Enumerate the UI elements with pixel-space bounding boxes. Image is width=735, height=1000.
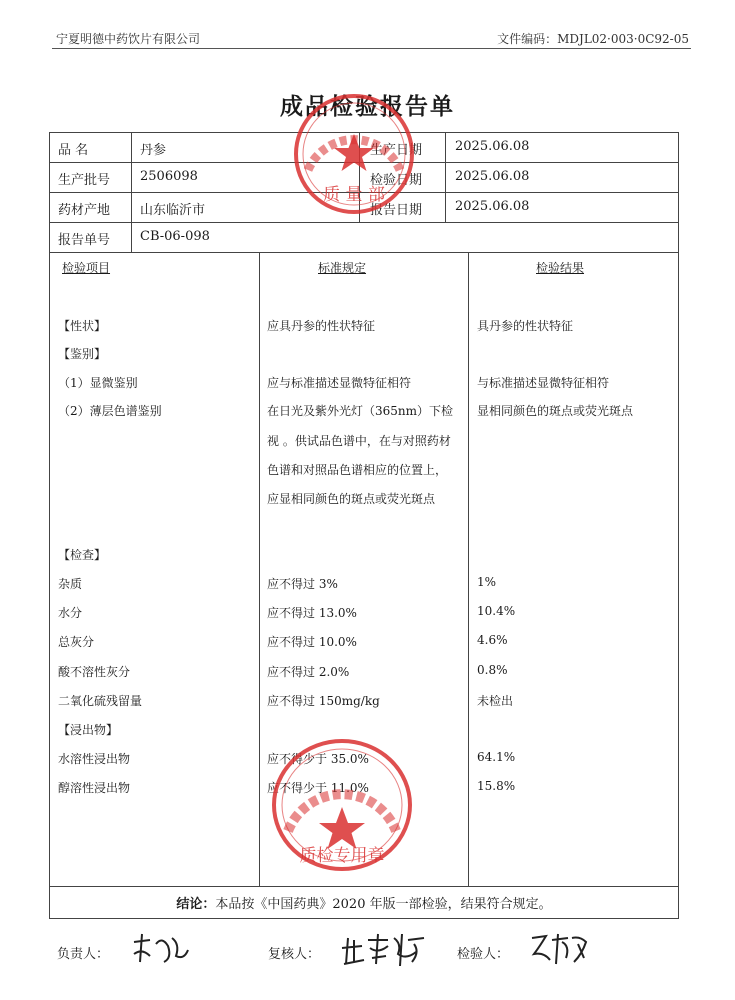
header-divider	[52, 48, 691, 49]
column-header-result: 检验结果	[536, 261, 585, 275]
quality-dept-stamp	[290, 90, 418, 218]
row-divider	[50, 222, 678, 223]
inspector-label: 检验人：	[457, 947, 510, 962]
label-report-date: 报告日期	[370, 203, 423, 218]
test-result: 4.6%	[477, 633, 508, 647]
value-inspection-date: 2025.06.08	[455, 169, 530, 184]
inspector-signature	[528, 928, 592, 970]
label-production-date: 生产日期	[370, 143, 423, 158]
value-batch-number: 2506098	[140, 169, 198, 184]
test-result: 未检出	[477, 694, 514, 708]
report-title: 成品检验报告单	[280, 93, 455, 120]
svg-text:质 量 部: 质 量 部	[323, 185, 385, 205]
label-report-number: 报告单号	[58, 233, 111, 248]
value-product-name: 丹参	[140, 143, 167, 158]
row-divider	[50, 886, 678, 887]
conclusion-text: 本品按《中国药典》2020 年版一部检验，结果符合规定。	[215, 897, 552, 912]
col-divider	[131, 133, 132, 252]
value-production-date: 2025.06.08	[455, 139, 530, 154]
test-standard: 应不得过 3%	[267, 577, 338, 591]
label-origin: 药材产地	[58, 203, 111, 218]
test-standard: 应具丹参的性状特征	[267, 319, 376, 333]
svg-text:质检专用章: 质检专用章	[299, 846, 385, 866]
reviewer-label: 复核人：	[268, 947, 321, 962]
test-item: 【性状】	[58, 319, 107, 333]
test-standard: 应不得过 2.0%	[267, 665, 350, 679]
test-item: 杂质	[58, 577, 83, 591]
column-header-standard: 标准规定	[318, 261, 367, 275]
label-product-name: 品 名	[58, 143, 89, 158]
test-item: 二氧化硫残留量	[58, 694, 143, 708]
value-origin: 山东临沂市	[140, 203, 206, 218]
test-item: 醇溶性浸出物	[58, 781, 131, 795]
test-item: 水溶性浸出物	[58, 752, 131, 766]
company-name: 宁夏明德中药饮片有限公司	[56, 32, 201, 46]
conclusion	[50, 893, 678, 912]
test-item: （2）薄层色谱鉴别	[58, 404, 162, 418]
col-divider	[259, 252, 260, 886]
responsible-signature	[128, 928, 192, 970]
column-header-item: 检验项目	[62, 261, 111, 275]
test-item: （1）显微鉴别	[58, 376, 138, 390]
label-batch-number: 生产批号	[58, 173, 111, 188]
test-standard-line: 视 。供试品色谱中，在与对照药材	[267, 434, 451, 448]
test-item: 总灰分	[58, 635, 95, 649]
test-result: 具丹参的性状特征	[477, 319, 574, 333]
test-standard: 应不得少于 11.0%	[267, 781, 369, 795]
test-result: 显相同颜色的斑点或荧光斑点	[477, 404, 634, 418]
col-divider	[468, 252, 469, 886]
test-result: 1%	[477, 575, 497, 589]
test-standard-line: 应显相同颜色的斑点或荧光斑点	[267, 492, 436, 506]
conclusion-label: 结论：	[176, 897, 216, 912]
test-item: 酸不溶性灰分	[58, 665, 131, 679]
test-standard: 应不得少于 35.0%	[267, 752, 369, 766]
test-result: 0.8%	[477, 663, 508, 677]
test-result: 与标准描述显微特征相符	[477, 376, 610, 390]
star-icon	[319, 807, 365, 849]
qc-special-stamp	[268, 735, 416, 875]
test-result: 64.1%	[477, 750, 516, 764]
test-standard-line: 色谱和对照品色谱相应的位置上，	[267, 463, 448, 477]
test-item: 水分	[58, 606, 83, 620]
test-standard-line: 在日光及紫外光灯（365nm）下检	[267, 404, 454, 418]
value-report-date: 2025.06.08	[455, 199, 530, 214]
section-heading: 【鉴别】	[58, 347, 107, 361]
test-result: 10.4%	[477, 604, 516, 618]
test-standard: 应不得过 13.0%	[267, 606, 357, 620]
file-number: 文件编码：MDJL02·003·0C92-05	[497, 32, 689, 46]
row-divider	[50, 252, 678, 253]
section-heading: 【检查】	[58, 548, 107, 562]
responsible-label: 负责人：	[57, 947, 110, 962]
reviewer-signature	[336, 930, 428, 970]
label-inspection-date: 检验日期	[370, 173, 423, 188]
test-standard: 应与标准描述显微特征相符	[267, 376, 412, 390]
test-standard: 应不得过 10.0%	[267, 635, 357, 649]
value-report-number: CB-06-098	[140, 229, 210, 244]
test-result: 15.8%	[477, 779, 516, 793]
section-heading: 【浸出物】	[58, 723, 119, 737]
col-divider	[445, 133, 446, 222]
test-standard: 应不得过 150mg/kg	[267, 694, 380, 708]
